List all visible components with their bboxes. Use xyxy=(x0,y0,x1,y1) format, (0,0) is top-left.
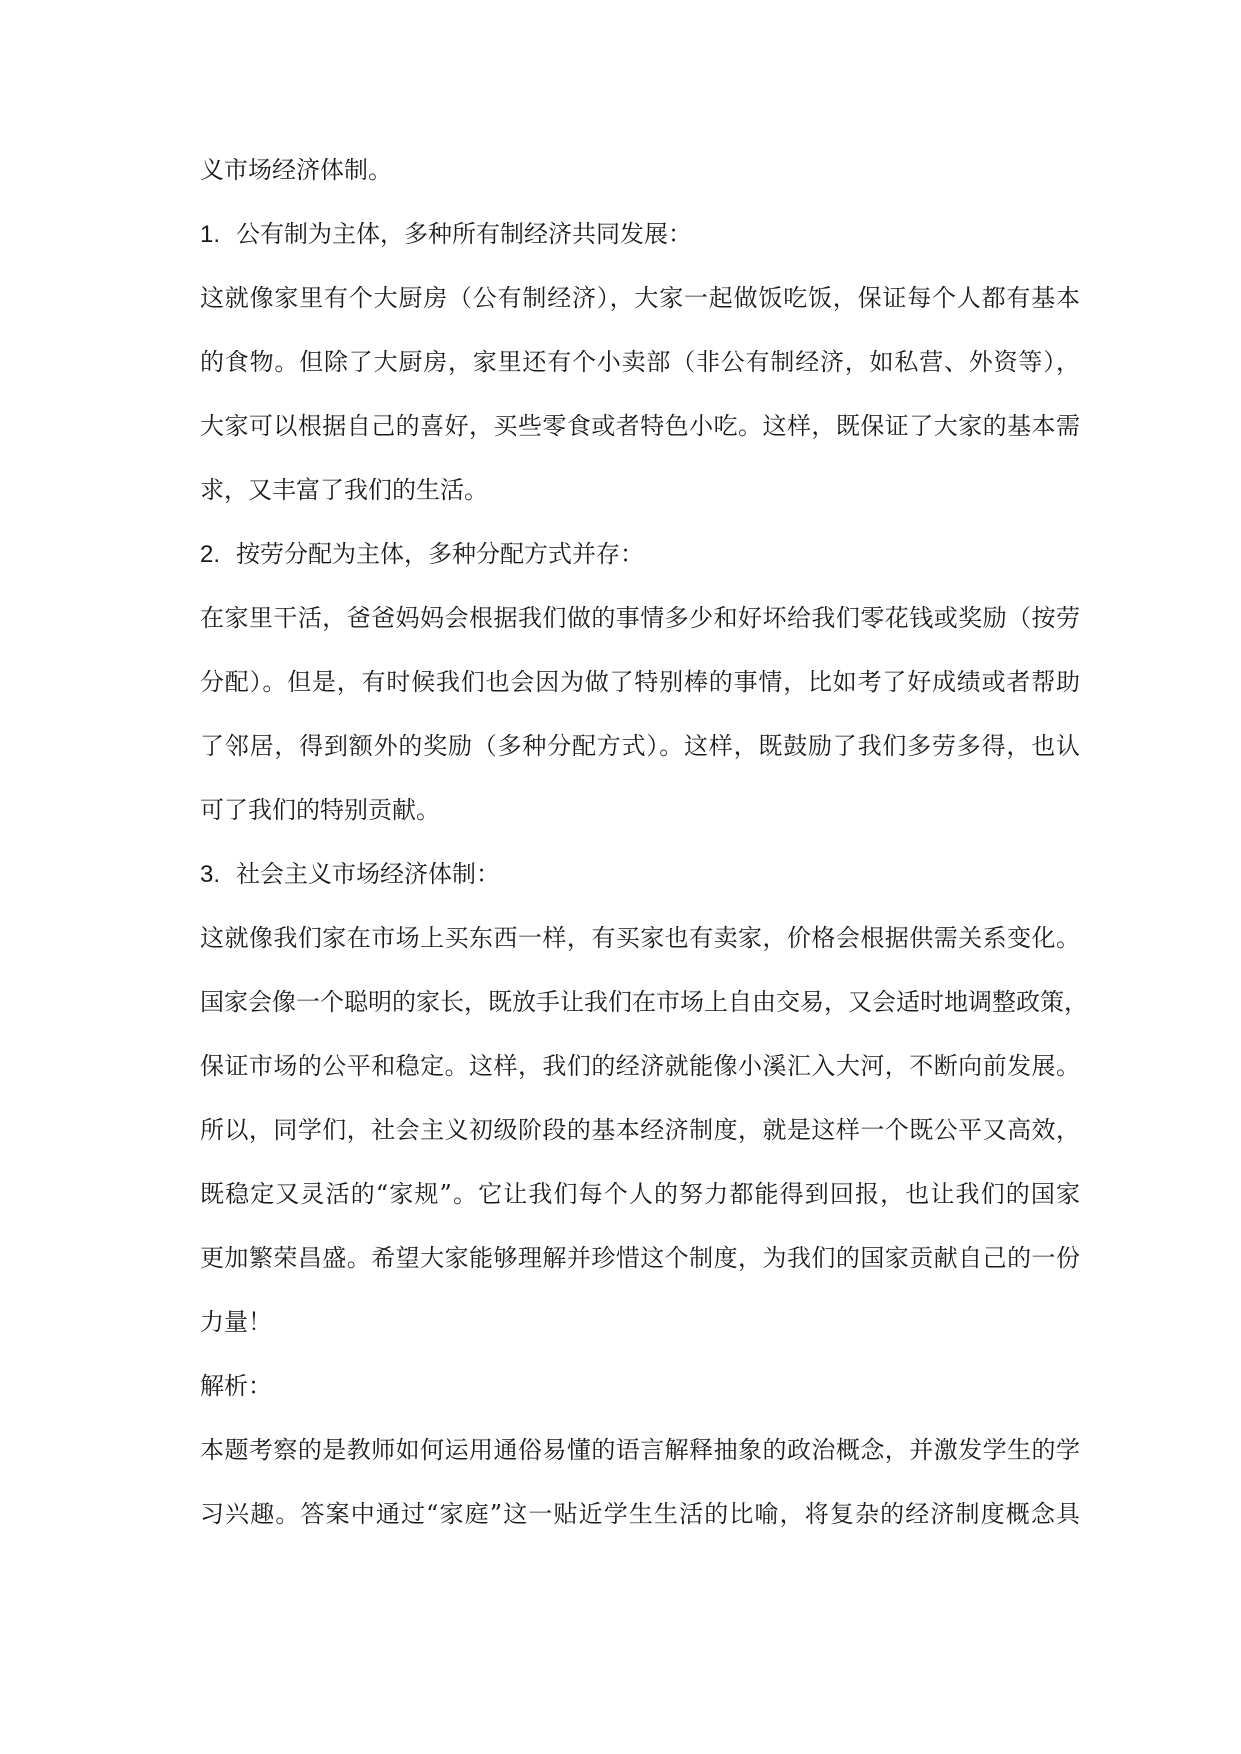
text-line: 义市场经济体制。 xyxy=(200,156,392,184)
text-line: 可了我们的特别贡献。 xyxy=(200,796,440,824)
list-number: 2. xyxy=(200,541,221,568)
text-line: 了邻居，得到额外的奖励（多种分配方式）。这样，既鼓励了我们多劳多得，也认 xyxy=(200,732,1080,760)
text-line: 既稳定又灵活的“家规”。它让我们每个人的努力都能得到回报，也让我们的国家 xyxy=(200,1180,1080,1208)
text-line: 本题考察的是教师如何运用通俗易懂的语言解释抽象的政治概念，并激发学生的学 xyxy=(200,1436,1080,1464)
text-line: 求，又丰富了我们的生活。 xyxy=(200,476,488,504)
text-line: 大家可以根据自己的喜好，买些零食或者特色小吃。这样，既保证了大家的基本需 xyxy=(200,412,1080,440)
heading-text: 按劳分配为主体，多种分配方式并存： xyxy=(236,540,644,568)
text-line: 这就像我们家在市场上买东西一样，有买家也有卖家，价格会根据供需关系变化。 xyxy=(200,924,1080,952)
text-line: 习兴趣。答案中通过“家庭”这一贴近学生生活的比喻，将复杂的经济制度概念具 xyxy=(200,1500,1080,1528)
text-line: 的食物。但除了大厨房，家里还有个小卖部（非公有制经济，如私营、外资等）， xyxy=(200,348,1080,376)
text-line: 力量！ xyxy=(200,1308,272,1336)
heading-text: 公有制为主体，多种所有制经济共同发展： xyxy=(236,220,692,248)
text-line: 这就像家里有个大厨房（公有制经济），大家一起做饭吃饭，保证每个人都有基本 xyxy=(200,284,1080,312)
text-line: 国家会像一个聪明的家长，既放手让我们在市场上自由交易，又会适时地调整政策， xyxy=(200,988,1088,1016)
text-line: 在家里干活，爸爸妈妈会根据我们做的事情多少和好坏给我们零花钱或奖励（按劳 xyxy=(200,604,1080,632)
section-heading-3 xyxy=(200,842,1080,906)
heading-text: 社会主义市场经济体制： xyxy=(236,860,500,888)
text-line: 分配）。但是，有时候我们也会因为做了特别棒的事情，比如考了好成绩或者帮助 xyxy=(200,668,1080,696)
list-number: 1. xyxy=(200,221,221,248)
text-line: 更加繁荣昌盛。希望大家能够理解并珍惜这个制度，为我们的国家贡献自己的一份 xyxy=(200,1244,1080,1272)
list-number: 3. xyxy=(200,861,221,888)
section-heading-2 xyxy=(200,522,1080,586)
analysis-heading: 解析： xyxy=(200,1372,272,1400)
text-line: 保证市场的公平和稳定。这样，我们的经济就能像小溪汇入大河，不断向前发展。 xyxy=(200,1052,1080,1080)
document-body xyxy=(200,138,1088,1546)
section-heading-1 xyxy=(200,202,1080,266)
text-line: 所以，同学们，社会主义初级阶段的基本经济制度，就是这样一个既公平又高效， xyxy=(200,1116,1080,1144)
